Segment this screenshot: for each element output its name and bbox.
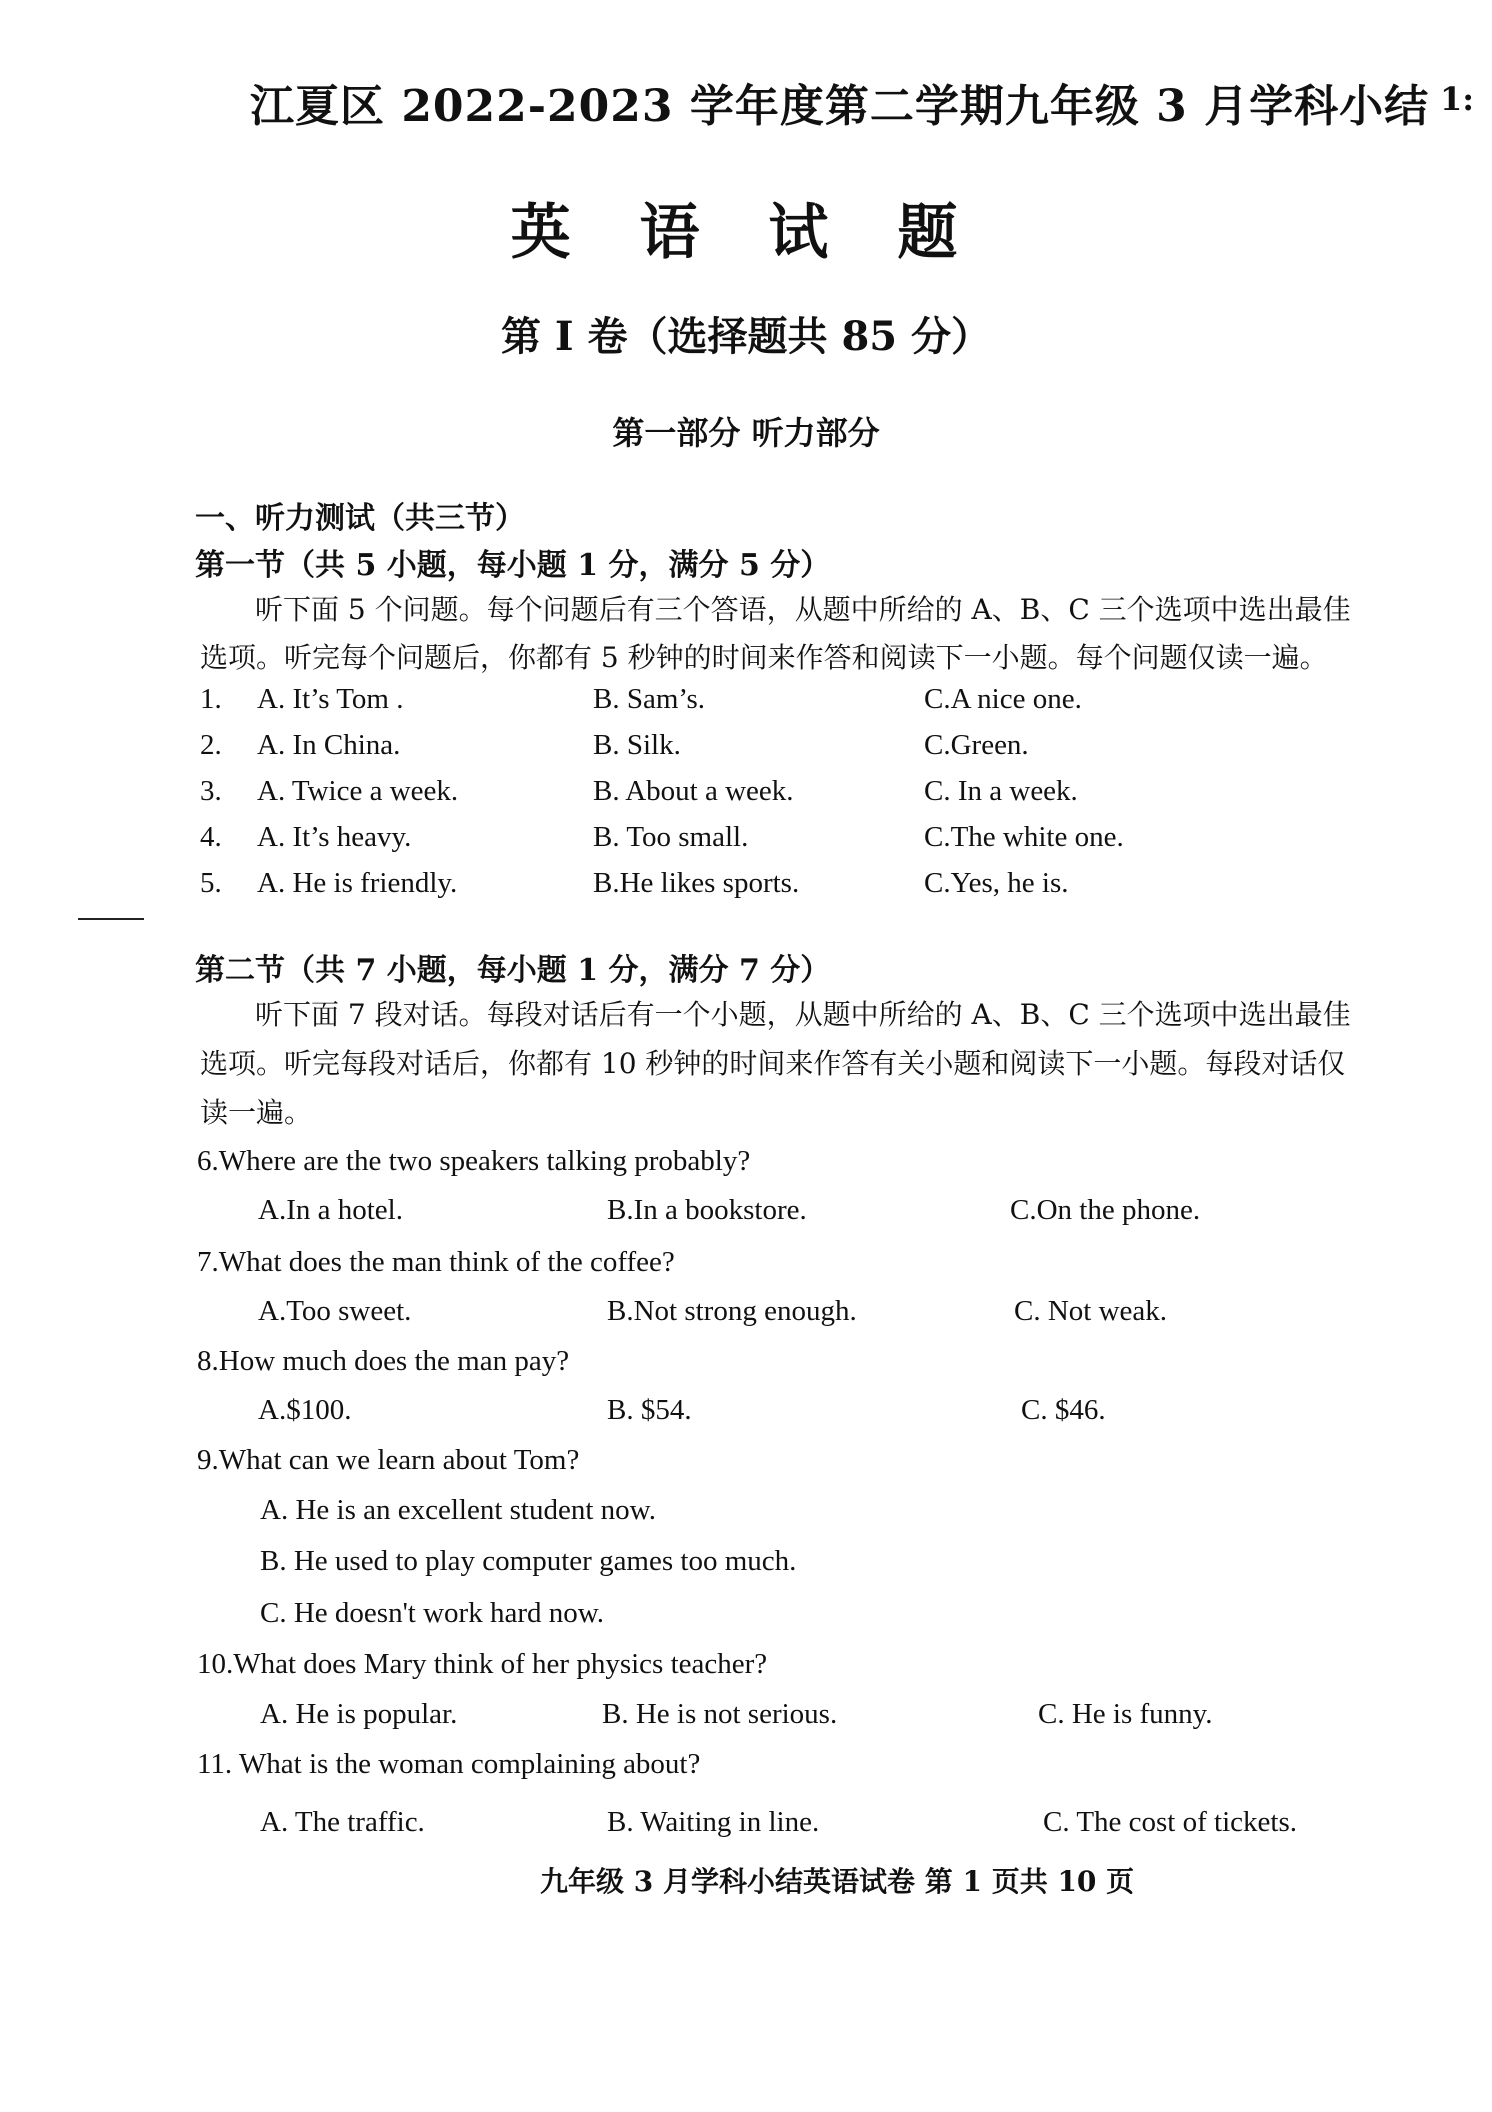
exam-header: 江夏区 2022-2023 学年度第二学期九年级 3 月学科小结 bbox=[250, 81, 1430, 132]
q2-option-b: B. Silk. bbox=[593, 729, 681, 761]
s2-instructions-line3: 读一遍。 bbox=[200, 1096, 313, 1129]
q2-option-c: C.Green. bbox=[924, 729, 1029, 761]
q3-option-b: B. About a week. bbox=[593, 775, 794, 807]
s2-instructions-line2: 选项。听完每段对话后，你都有 10 秒钟的时间来作答有关小题和阅读下一小题。每段对话仅 bbox=[200, 1047, 1346, 1080]
volume-title: 第 I 卷（选择题共 85 分） bbox=[500, 313, 992, 360]
q4-option-a: A. It’s heavy. bbox=[257, 821, 412, 853]
q8-stem: 8.How much does the man pay? bbox=[197, 1345, 570, 1377]
exam-title: 英 语 试 题 bbox=[510, 198, 982, 268]
q1-option-b: B. Sam’s. bbox=[593, 683, 705, 715]
q5-option-a: A. He is friendly. bbox=[257, 867, 458, 899]
q8-option-c: C. $46. bbox=[1021, 1394, 1106, 1426]
q11-option-a: A. The traffic. bbox=[260, 1806, 425, 1838]
q9-option-c: C. He doesn't work hard now. bbox=[260, 1597, 605, 1629]
q10-option-b: B. He is not serious. bbox=[602, 1698, 838, 1730]
s2-heading: 第二节（共 7 小题，每小题 1 分，满分 7 分） bbox=[195, 953, 831, 988]
q6-option-a: A.In a hotel. bbox=[258, 1194, 403, 1226]
s1-instructions-line2: 选项。听完每个问题后，你都有 5 秒钟的时间来作答和阅读下一小题。每个问题仅读一遍。 bbox=[200, 641, 1328, 674]
q4-option-b: B. Too small. bbox=[593, 821, 749, 853]
q5-option-b: B.He likes sports. bbox=[593, 867, 800, 899]
q7-stem: 7.What does the man think of the coffee? bbox=[197, 1246, 675, 1278]
q4-option-c: C.The white one. bbox=[924, 821, 1124, 853]
q2-option-a: A. In China. bbox=[257, 729, 401, 761]
q10-option-a: A. He is popular. bbox=[260, 1698, 458, 1730]
q1-option-c: C.A nice one. bbox=[924, 683, 1082, 715]
corner-mark: 1: bbox=[1440, 80, 1475, 118]
part-title: 第一部分 听力部分 bbox=[612, 414, 880, 452]
margin-dash bbox=[78, 918, 144, 920]
q6-option-c: C.On the phone. bbox=[1010, 1194, 1201, 1226]
q9-option-b: B. He used to play computer games too much. bbox=[260, 1545, 797, 1577]
q6-stem: 6.Where are the two speakers talking probably? bbox=[197, 1145, 751, 1177]
q7-option-b: B.Not strong enough. bbox=[607, 1295, 857, 1327]
s2-instructions-line1: 听下面 7 段对话。每段对话后有一个小题，从题中所给的 A、B、C 三个选项中选出最佳 bbox=[255, 998, 1351, 1031]
q9-stem: 9.What can we learn about Tom? bbox=[197, 1444, 580, 1476]
q10-stem: 10.What does Mary think of her physics teacher? bbox=[197, 1648, 768, 1680]
q5-number: 5. bbox=[200, 867, 222, 899]
s1-heading: 第一节（共 5 小题，每小题 1 分，满分 5 分） bbox=[195, 548, 831, 583]
q8-option-a: A.$100. bbox=[258, 1394, 352, 1426]
q3-number: 3. bbox=[200, 775, 222, 807]
q11-stem: 11. What is the woman complaining about? bbox=[197, 1748, 701, 1780]
q3-option-c: C. In a week. bbox=[924, 775, 1078, 807]
q1-number: 1. bbox=[200, 683, 222, 715]
page-footer: 九年级 3 月学科小结英语试卷 第 1 页共 10 页 bbox=[540, 1865, 1135, 1898]
q2-number: 2. bbox=[200, 729, 222, 761]
q4-number: 4. bbox=[200, 821, 222, 853]
q9-option-a: A. He is an excellent student now. bbox=[260, 1494, 656, 1526]
q1-option-a: A. It’s Tom . bbox=[257, 683, 404, 715]
q11-option-b: B. Waiting in line. bbox=[607, 1806, 820, 1838]
q3-option-a: A. Twice a week. bbox=[257, 775, 459, 807]
q5-option-c: C.Yes, he is. bbox=[924, 867, 1069, 899]
q7-option-a: A.Too sweet. bbox=[258, 1295, 412, 1327]
s1-instructions-line1: 听下面 5 个问题。每个问题后有三个答语，从题中所给的 A、B、C 三个选项中选出最佳 bbox=[255, 593, 1351, 626]
q11-option-c: C. The cost of tickets. bbox=[1043, 1806, 1297, 1838]
q10-option-c: C. He is funny. bbox=[1038, 1698, 1213, 1730]
section-title: 一、听力测试（共三节） bbox=[195, 501, 525, 536]
q6-option-b: B.In a bookstore. bbox=[607, 1194, 807, 1226]
q7-option-c: C. Not weak. bbox=[1014, 1295, 1168, 1327]
q8-option-b: B. $54. bbox=[607, 1394, 692, 1426]
